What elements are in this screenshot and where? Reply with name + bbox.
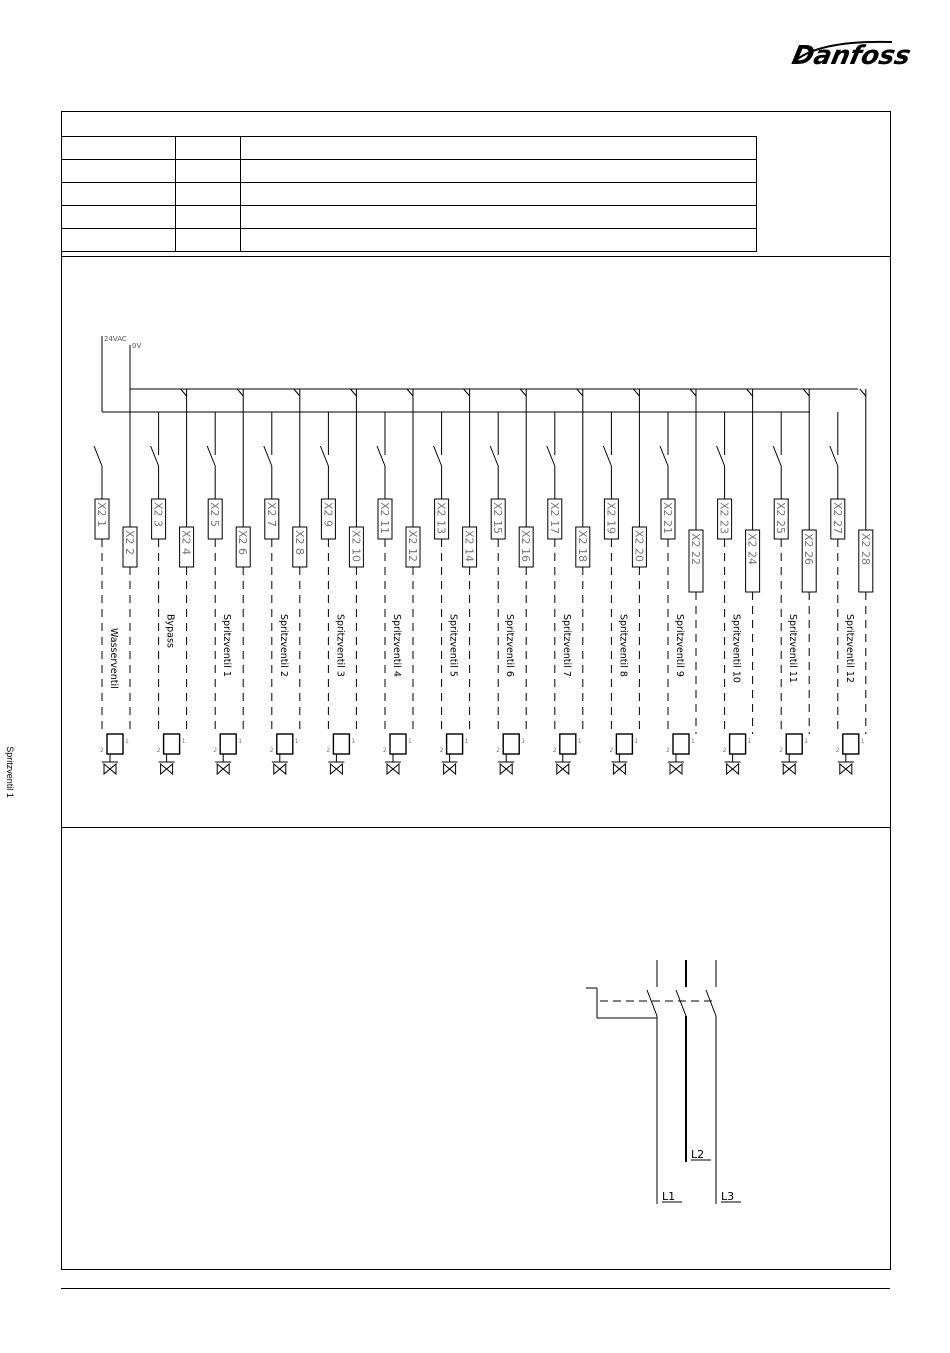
valve-label: Spritzventil 1 [221, 614, 233, 677]
valve-symbol [444, 764, 456, 774]
valve-symbol [330, 764, 342, 774]
valve-symbol [727, 764, 739, 774]
phase-label-l2: L2 [691, 1148, 705, 1161]
coil-pin-label: 1 [464, 738, 469, 745]
switch-contact [547, 446, 555, 466]
valve-label: Spritzventil 8 [617, 614, 629, 677]
valve-symbol [840, 764, 852, 774]
valve-symbol [500, 764, 512, 774]
main-switch-contact [647, 990, 657, 1016]
main-switch-contact [706, 990, 716, 1016]
common-bus-tap [520, 389, 526, 396]
common-bus-tap [747, 389, 753, 396]
common-bus-tap [181, 389, 187, 396]
valve-coil [503, 734, 519, 754]
coil-pin-label: 1 [747, 738, 752, 745]
coil-pin-label: 2 [156, 747, 161, 754]
terminal-label: X2 23 [717, 502, 731, 535]
valve-label: Spritzventil 12 [843, 614, 855, 683]
common-bus-tap [407, 389, 413, 396]
coil-pin-label: 1 [408, 738, 412, 745]
terminal-label: X2 3 [151, 502, 165, 528]
valve-label: Spritzventil 4 [391, 614, 402, 677]
coil-pin-label: 1 [238, 738, 243, 745]
coil-pin-label: 1 [860, 738, 865, 745]
terminal-label: X2 27 [830, 502, 844, 535]
valve-symbol [274, 764, 286, 774]
valve-label: Spritzventil 6 [504, 614, 516, 677]
coil-pin-label: 2 [609, 747, 614, 754]
common-bus-tap [690, 389, 696, 396]
side-caption-text: Spritzventil 1 [5, 746, 15, 798]
valve-symbol [217, 764, 229, 774]
valve-coil [786, 734, 802, 754]
terminal-label: X2 22 [689, 533, 702, 566]
valve-coil [277, 734, 293, 754]
valve-symbol [387, 764, 399, 774]
supply-minus-label: 0V [132, 342, 142, 350]
terminal-label: X2 13 [434, 502, 448, 535]
valve-label: Spritzventil 3 [334, 614, 346, 677]
main-switch-contact [676, 990, 686, 1016]
supply-plus-label: 24VAC [104, 335, 127, 343]
coil-pin-label: 1 [521, 738, 526, 745]
terminal-label: X2 18 [575, 530, 589, 563]
switch-contact [830, 446, 838, 466]
valve-symbol [613, 764, 625, 774]
valve-label: Spritzventil 5 [447, 614, 459, 677]
terminal-label: X2 2 [123, 530, 136, 556]
terminal-label: X2 20 [632, 530, 646, 563]
valve-coil [333, 734, 349, 754]
valve-symbol [557, 764, 569, 774]
terminal-label: X2 7 [264, 502, 278, 528]
phase-label-l3: L3 [721, 1190, 735, 1203]
coil-pin-label: 2 [496, 747, 501, 754]
svg-text:Danfoss: Danfoss [789, 41, 914, 71]
terminal-label: X2 4 [179, 530, 193, 556]
phase-label-l1: L1 [662, 1190, 676, 1203]
coil-pin-label: 1 [181, 738, 186, 745]
valve-label: Spritzventil 11 [787, 614, 799, 683]
valve-label: Spritzventil 2 [277, 614, 289, 677]
switch-contact [603, 446, 611, 466]
valve-coil [843, 734, 859, 754]
switch-contact [490, 446, 498, 466]
coil-pin-label: 2 [439, 747, 444, 754]
coil-pin-label: 1 [634, 738, 639, 745]
valve-label: Spritzventil 10 [730, 614, 742, 683]
switch-contact [207, 446, 215, 466]
terminal-label: X2 1 [95, 502, 108, 528]
switch-contact [377, 446, 385, 466]
terminal-label: X2 14 [462, 530, 476, 563]
terminal-label: X2 9 [321, 502, 335, 528]
terminal-label: X2 19 [604, 502, 618, 535]
valve-coil [616, 734, 632, 754]
coil-pin-label: 1 [351, 738, 356, 745]
common-bus-tap [860, 389, 866, 396]
switch-contact [773, 446, 781, 466]
switch-contact [320, 446, 328, 466]
switch-contact [151, 446, 159, 466]
common-bus-tap [803, 389, 809, 396]
valve-symbol [161, 764, 173, 774]
terminal-label: X2 10 [349, 530, 363, 563]
valve-coil [447, 734, 463, 754]
valve-coil [730, 734, 746, 754]
terminal-label: X2 25 [774, 502, 788, 535]
valve-coil [220, 734, 236, 754]
coil-pin-label: 1 [125, 738, 129, 745]
switch-contact [264, 446, 272, 466]
valve-coil [673, 734, 689, 754]
coil-pin-label: 1 [294, 738, 299, 745]
common-bus-tap [577, 389, 583, 396]
switch-contact [660, 446, 668, 466]
coil-pin-label: 2 [552, 747, 557, 754]
valve-label: Spritzventil 7 [560, 614, 572, 677]
coil-pin-label: 2 [213, 747, 218, 754]
valve-symbol [670, 764, 682, 774]
common-bus-tap [464, 389, 470, 396]
coil-pin-label: 2 [269, 747, 274, 754]
terminal-label: X2 6 [236, 530, 250, 556]
coil-pin-label: 2 [383, 747, 387, 754]
terminal-label: X2 26 [802, 533, 816, 566]
coil-pin-label: 2 [779, 747, 784, 754]
terminal-label: X2 24 [745, 533, 759, 566]
terminal-label: X2 11 [378, 502, 391, 535]
terminal-label: X2 16 [519, 530, 533, 563]
valve-label: Spritzventil 9 [674, 614, 685, 677]
coil-pin-label: 1 [804, 738, 809, 745]
valve-coil [164, 734, 180, 754]
switch-contact [94, 446, 102, 466]
coil-pin-label: 2 [326, 747, 331, 754]
valve-label: Wasserventil [108, 628, 119, 689]
common-bus-tap [294, 389, 300, 396]
coil-pin-label: 2 [722, 747, 727, 754]
valve-coil [107, 734, 123, 754]
terminal-label: X2 21 [661, 502, 674, 535]
valve-coil [390, 734, 406, 754]
terminal-label: X2 5 [208, 502, 222, 528]
common-bus-tap [633, 389, 639, 396]
valve-symbol [104, 764, 116, 774]
terminal-label: X2 28 [858, 533, 872, 566]
switch-contact [717, 446, 725, 466]
valve-label: Bypass [164, 614, 176, 648]
valve-symbol [783, 764, 795, 774]
coil-pin-label: 1 [691, 738, 695, 745]
coil-pin-label: 2 [666, 747, 670, 754]
common-bus-tap [350, 389, 356, 396]
terminal-label: X2 12 [406, 530, 419, 563]
terminal-label: X2 17 [547, 502, 561, 535]
coil-pin-label: 2 [835, 747, 840, 754]
valve-coil [560, 734, 576, 754]
terminal-label: X2 15 [491, 502, 505, 535]
common-bus-tap [237, 389, 243, 396]
switch-contact [434, 446, 442, 466]
coil-pin-label: 1 [577, 738, 582, 745]
coil-pin-label: 2 [100, 747, 104, 754]
terminal-label: X2 8 [292, 530, 306, 556]
